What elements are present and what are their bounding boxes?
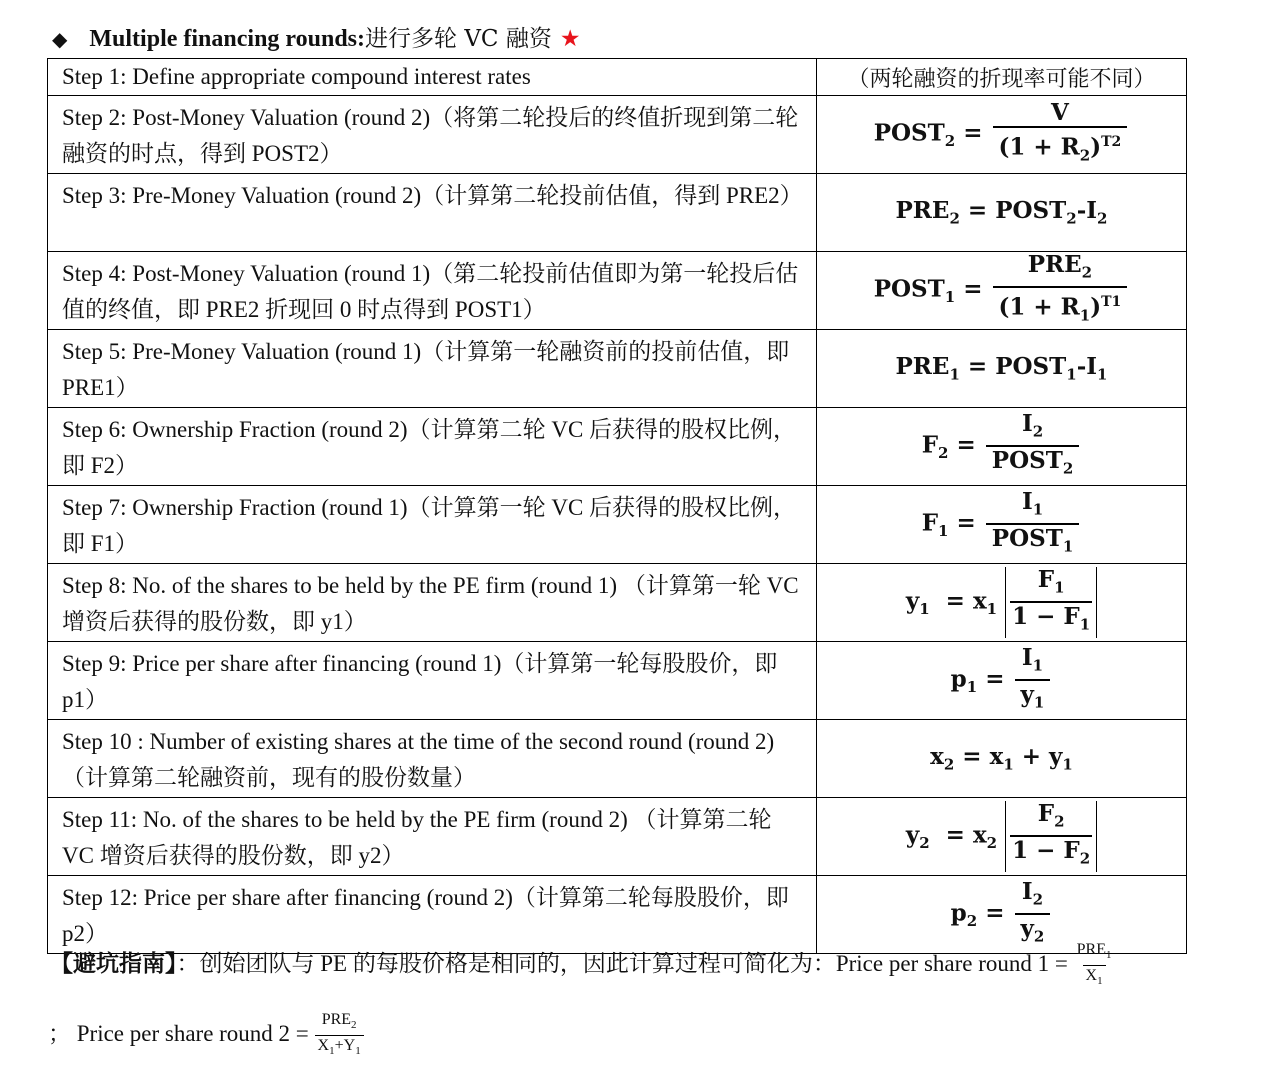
- step-5-formula: $PRE_1$ = $POST_1-I_1$: [817, 330, 1187, 408]
- step-12-description: Step 12: Price per share after financing (round 2)（计算第二轮每股股价，即 p2）: [48, 876, 817, 954]
- table-row: [48, 720, 1187, 798]
- step-2-description: Step 2: Post-Money Valuation (round 2)（将第二轮投后的终值折现到第二轮融资的时点，得到 POST2）: [48, 96, 817, 174]
- table-row: [48, 330, 1187, 408]
- steps-table: [47, 58, 1187, 954]
- tip-line-1: [50, 940, 1114, 991]
- table-row: [48, 96, 1187, 174]
- step-7-formula: $F_1$ = $\frac{I_1}{POST_1}$: [817, 486, 1187, 564]
- table-row: [48, 174, 1187, 252]
- heading-title-en: Multiple financing rounds:: [89, 26, 366, 52]
- step-8-description: Step 8: No. of the shares to be held by the PE firm (round 1) （计算第一轮 VC 增资后获得的股份数，即 y1）: [48, 564, 817, 642]
- step-2-formula: $POST_2$ = $\frac{V}{(1 + R_2)^{T2}}$: [817, 96, 1187, 174]
- tip-prefix: ；: [48, 1020, 71, 1046]
- step-10-description: Step 10 : Number of existing shares at the time of the second round (round 2)（计算第二轮融资前，现有的股份数量）: [48, 720, 817, 798]
- step-9-description: Step 9: Price per share after financing (round 1)（计算第一轮每股股价，即 p1）: [48, 642, 817, 720]
- step-12-formula: $p_2$ = $\frac{I_2}{y_2}$: [817, 876, 1187, 954]
- table-row: [48, 59, 1187, 96]
- tip-fraction-2: $\frac{PRE_2}{X_1+Y_1}$: [315, 1010, 364, 1061]
- tip-label: 【避坑指南】: [50, 950, 177, 976]
- table-row: [48, 798, 1187, 876]
- diamond-bullet-icon: ◆: [52, 27, 68, 51]
- step-10-formula: $x_2 = x_1 + y_1$: [817, 720, 1187, 798]
- step-1-note: （两轮融资的折现率可能不同）: [817, 59, 1187, 96]
- step-3-description: Step 3: Pre-Money Valuation (round 2)（计算第二轮投前估值，得到 PRE2）: [48, 174, 817, 252]
- table-row: [48, 642, 1187, 720]
- step-4-description: Step 4: Post-Money Valuation (round 1)（第二轮投前估值即为第一轮投后估值的终值，即 PRE2 折现回 0 时点得到 POST1）: [48, 252, 817, 330]
- section-heading: [52, 24, 580, 54]
- step-8-formula: $y_1 = x_1$ $\frac{F_1}{1 - F_1}$: [817, 564, 1187, 642]
- step-4-formula: $POST_1$ = $\frac{PRE_2}{(1 + R_1)^{T1}}$: [817, 252, 1187, 330]
- table-row: [48, 486, 1187, 564]
- step-11-description: Step 11: No. of the shares to be held by the PE firm (round 2) （计算第二轮 VC 增资后获得的股份数，即 y2）: [48, 798, 817, 876]
- step-9-formula: $p_1$ = $\frac{I_1}{y_1}$: [817, 642, 1187, 720]
- heading-title-cn: 进行多轮 VC 融资: [365, 26, 552, 52]
- step-5-description: Step 5: Pre-Money Valuation (round 1)（计算第一轮融资前的投前估值，即 PRE1）: [48, 330, 817, 408]
- tip-line-2: [48, 1010, 364, 1061]
- step-1-description: Step 1: Define appropriate compound interest rates: [48, 59, 817, 96]
- tip-text-2: Price per share round 2 =: [76, 1020, 309, 1046]
- step-11-formula: $y_2 = x_2$ $\frac{F_2}{1 - F_2}$: [817, 798, 1187, 876]
- table-row: [48, 252, 1187, 330]
- step-6-formula: $F_2$ = $\frac{I_2}{POST_2}$: [817, 408, 1187, 486]
- step-3-formula: $PRE_2$ = $POST_2-I_2$: [817, 174, 1187, 252]
- step-7-description: Step 7: Ownership Fraction (round 1)（计算第一轮 VC 后获得的股权比例，即 F1）: [48, 486, 817, 564]
- table-row: [48, 408, 1187, 486]
- star-icon: ★: [559, 26, 581, 52]
- step-6-description: Step 6: Ownership Fraction (round 2)（计算第二轮 VC 后获得的股权比例，即 F2）: [48, 408, 817, 486]
- tip-text: ：创始团队与 PE 的每股价格是相同的，因此计算过程可简化为：Price per share round 1 =: [176, 950, 1068, 976]
- tip-fraction-1: $\frac{PRE_1}{X_1}$: [1074, 940, 1115, 991]
- table-row: [48, 564, 1187, 642]
